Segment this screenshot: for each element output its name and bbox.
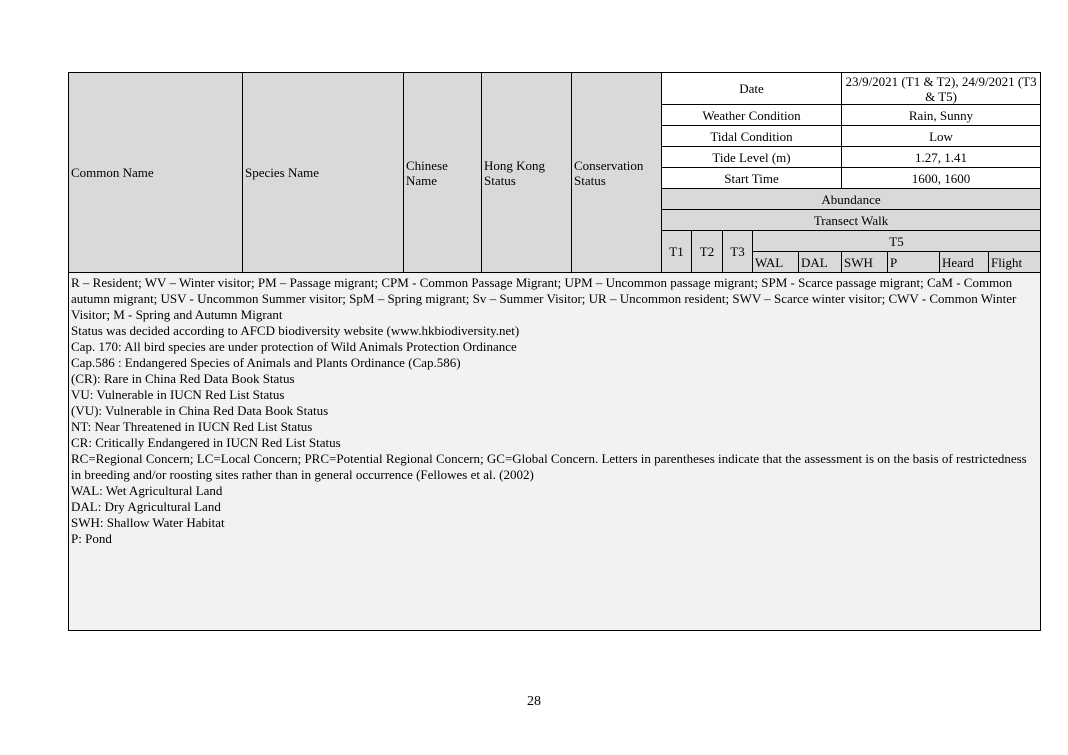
survey-table <box>68 72 1041 631</box>
header-common-name: Common Name <box>69 73 243 273</box>
note-swh: SWH: Shallow Water Habitat <box>71 515 225 530</box>
notes-cell <box>69 273 1041 631</box>
header-conservation-status: Conservation Status <box>572 73 662 273</box>
note-concern-codes: RC=Regional Concern; LC=Local Concern; PRC=Potential Regional Concern; GC=Global Concern. Letters in parentheses indicate that the assessment is on the basis of restrictedness in breeding and/or roosting sites rather than in general occurrence (Fellowes et al. (2002) <box>71 451 1027 482</box>
note-wal: WAL: Wet Agricultural Land <box>71 483 223 498</box>
date-label: Date <box>662 73 842 105</box>
note-cr-iucn: CR: Critically Endangered in IUCN Red List Status <box>71 435 341 450</box>
header-chinese-name: Chinese Name <box>404 73 482 273</box>
note-cap-170: Cap. 170: All bird species are under protection of Wild Animals Protection Ordinance <box>71 339 517 354</box>
header-t2: T2 <box>692 231 723 273</box>
note-cr-china: (CR): Rare in China Red Data Book Status <box>71 371 295 386</box>
header-t5-flight: Flight <box>989 252 1041 273</box>
tide-level-label: Tide Level (m) <box>662 147 842 168</box>
note-vu-china: (VU): Vulnerable in China Red Data Book Status <box>71 403 329 418</box>
tide-level-value: 1.27, 1.41 <box>842 147 1041 168</box>
header-t3: T3 <box>723 231 753 273</box>
header-t1: T1 <box>662 231 692 273</box>
note-pond: P: Pond <box>71 531 112 546</box>
note-cap-586: Cap.586 : Endangered Species of Animals and Plants Ordinance (Cap.586) <box>71 355 461 370</box>
header-t5-heard: Heard <box>940 252 989 273</box>
header-hk-status: Hong Kong Status <box>482 73 572 273</box>
header-t5-dal: DAL <box>799 252 842 273</box>
transect-label: Transect Walk <box>662 210 1041 231</box>
note-status-source: Status was decided according to AFCD biodiversity website (www.hkbiodiversity.net) <box>71 323 520 338</box>
abundance-label: Abundance <box>662 189 1041 210</box>
note-dal: DAL: Dry Agricultural Land <box>71 499 221 514</box>
weather-label: Weather Condition <box>662 105 842 126</box>
note-status-codes: R – Resident; WV – Winter visitor; PM – Passage migrant; CPM - Common Passage Migrant; UPM – Uncommon passage migrant; SPM - Scarce passage migrant; CaM - Common autumn migrant; USV - Uncommon Summer visitor; SpM – Spring migrant; Sv – Summer Visitor; UR – Uncommon resident; SWV – Scarce winter visitor; CWV - Common Winter Visitor; M - Spring and Autumn Migrant <box>71 275 1017 322</box>
header-t5-swh: SWH <box>842 252 888 273</box>
tidal-value: Low <box>842 126 1041 147</box>
start-time-label: Start Time <box>662 168 842 189</box>
header-t5-pond: P <box>888 252 940 273</box>
note-vu-iucn: VU: Vulnerable in IUCN Red List Status <box>71 387 285 402</box>
weather-value: Rain, Sunny <box>842 105 1041 126</box>
header-species-name: Species Name <box>243 73 404 273</box>
header-t5-wal: WAL <box>753 252 799 273</box>
tidal-label: Tidal Condition <box>662 126 842 147</box>
header-t5: T5 <box>753 231 1041 252</box>
page-number: 28 <box>527 694 541 709</box>
start-time-value: 1600, 1600 <box>842 168 1041 189</box>
date-value: 23/9/2021 (T1 & T2), 24/9/2021 (T3 & T5) <box>842 73 1041 105</box>
note-nt-iucn: NT: Near Threatened in IUCN Red List Status <box>71 419 313 434</box>
